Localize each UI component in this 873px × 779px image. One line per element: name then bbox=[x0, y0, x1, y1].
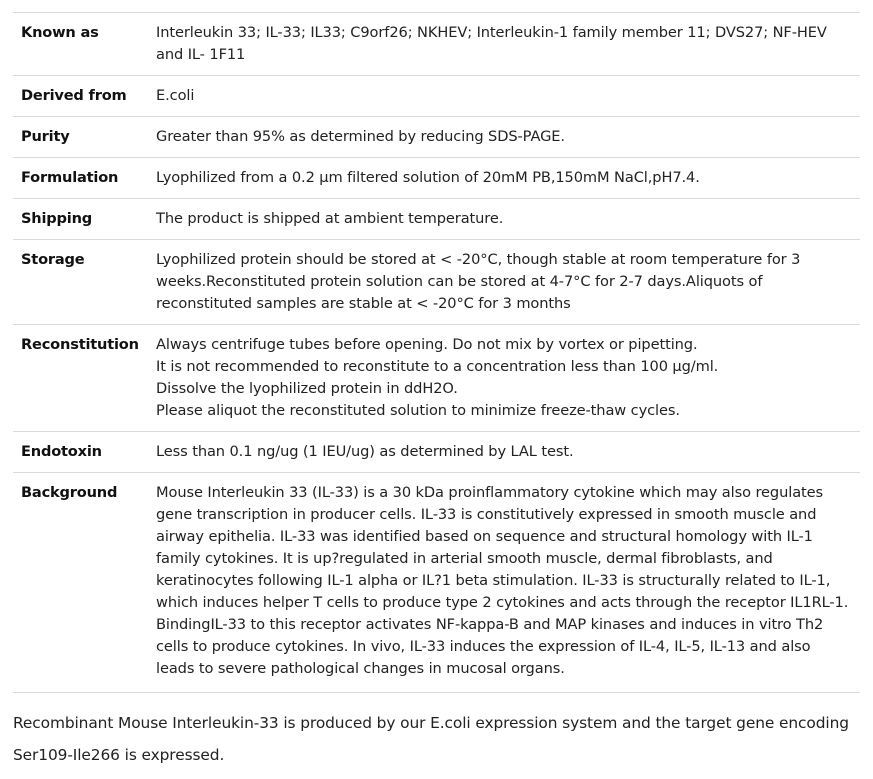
spec-row-endotoxin bbox=[13, 432, 860, 473]
spec-value: Lyophilized from a 0.2 μm filtered solution of 20mM PB,150mM NaCl,pH7.4. bbox=[156, 169, 700, 186]
spec-value bbox=[154, 325, 860, 432]
spec-label: Known as bbox=[21, 24, 99, 41]
spec-row-formulation bbox=[13, 158, 860, 199]
spec-label: Purity bbox=[21, 128, 70, 145]
spec-row-storage bbox=[13, 240, 860, 325]
spec-label: Shipping bbox=[21, 210, 93, 227]
spec-label: Formulation bbox=[21, 169, 119, 186]
spec-label: Endotoxin bbox=[21, 443, 102, 460]
spec-value: Lyophilized protein should be stored at < -20°C, though stable at room temperature for 3 weeks.Reconstituted protein solution can be stored at 4-7°C for 2-7 days.Aliquots of reconstituted samples are stable at < -20°C for 3 months bbox=[156, 251, 801, 312]
product-intro-paragraph: Recombinant Mouse Interleukin-33 is produced by our E.coli expression system and the target gene encoding Ser109-Ile266 is expressed. bbox=[13, 714, 849, 764]
spec-label: Derived from bbox=[21, 87, 127, 104]
spec-value: Mouse Interleukin 33 (IL-33) is a 30 kDa proinflammatory cytokine which may also regulates gene transcription in producer cells. IL-33 is constitutively expressed in smooth muscle and airway epithelia. IL-33 was identified based on sequence and structural homology with IL-1 family cytokines. It is up?regulated in arterial smooth muscle, dermal fibroblasts, and keratinocytes following IL-1 alpha or IL?1 beta stimulation. IL-33 is structurally related to IL-1, which induces helper T cells to produce type 2 cytokines and acts through the receptor IL1RL-1. BindingIL-33 to this receptor activates NF-kappa-B and MAP kinases and induces in vitro Th2 cells to produce cytokines. In vivo, IL-33 induces the expression of IL-4, IL-5, IL-13 and also leads to severe pathological changes in mucosal organs. bbox=[156, 484, 849, 677]
spec-row-known-as bbox=[13, 13, 860, 76]
product-spec-table bbox=[13, 12, 860, 693]
spec-value: Less than 0.1 ng/ug (1 IEU/ug) as determined by LAL test. bbox=[156, 443, 574, 460]
reconstitution-line: It is not recommended to reconstitute to a concentration less than 100 μg/ml. bbox=[156, 358, 719, 375]
reconstitution-line: Always centrifuge tubes before opening. Do not mix by vortex or pipetting. bbox=[156, 336, 698, 353]
spec-label: Storage bbox=[21, 251, 85, 268]
spec-value: Interleukin 33; IL-33; IL33; C9orf26; NKHEV; Interleukin-1 family member 11; DVS27; NF-HEV and IL- 1F11 bbox=[156, 24, 827, 63]
spec-label: Reconstitution bbox=[21, 336, 139, 353]
reconstitution-line: Please aliquot the reconstituted solution to minimize freeze-thaw cycles. bbox=[156, 402, 680, 419]
spec-value: E.coli bbox=[156, 87, 195, 104]
spec-row-reconstitution bbox=[13, 325, 860, 432]
spec-row-background bbox=[13, 473, 860, 693]
reconstitution-line: Dissolve the lyophilized protein in ddH2O. bbox=[156, 380, 458, 397]
spec-value: The product is shipped at ambient temperature. bbox=[156, 210, 504, 227]
spec-row-purity bbox=[13, 117, 860, 158]
spec-value: Greater than 95% as determined by reducing SDS-PAGE. bbox=[156, 128, 565, 145]
spec-row-shipping bbox=[13, 199, 860, 240]
spec-row-derived-from bbox=[13, 76, 860, 117]
spec-label: Background bbox=[21, 484, 118, 501]
